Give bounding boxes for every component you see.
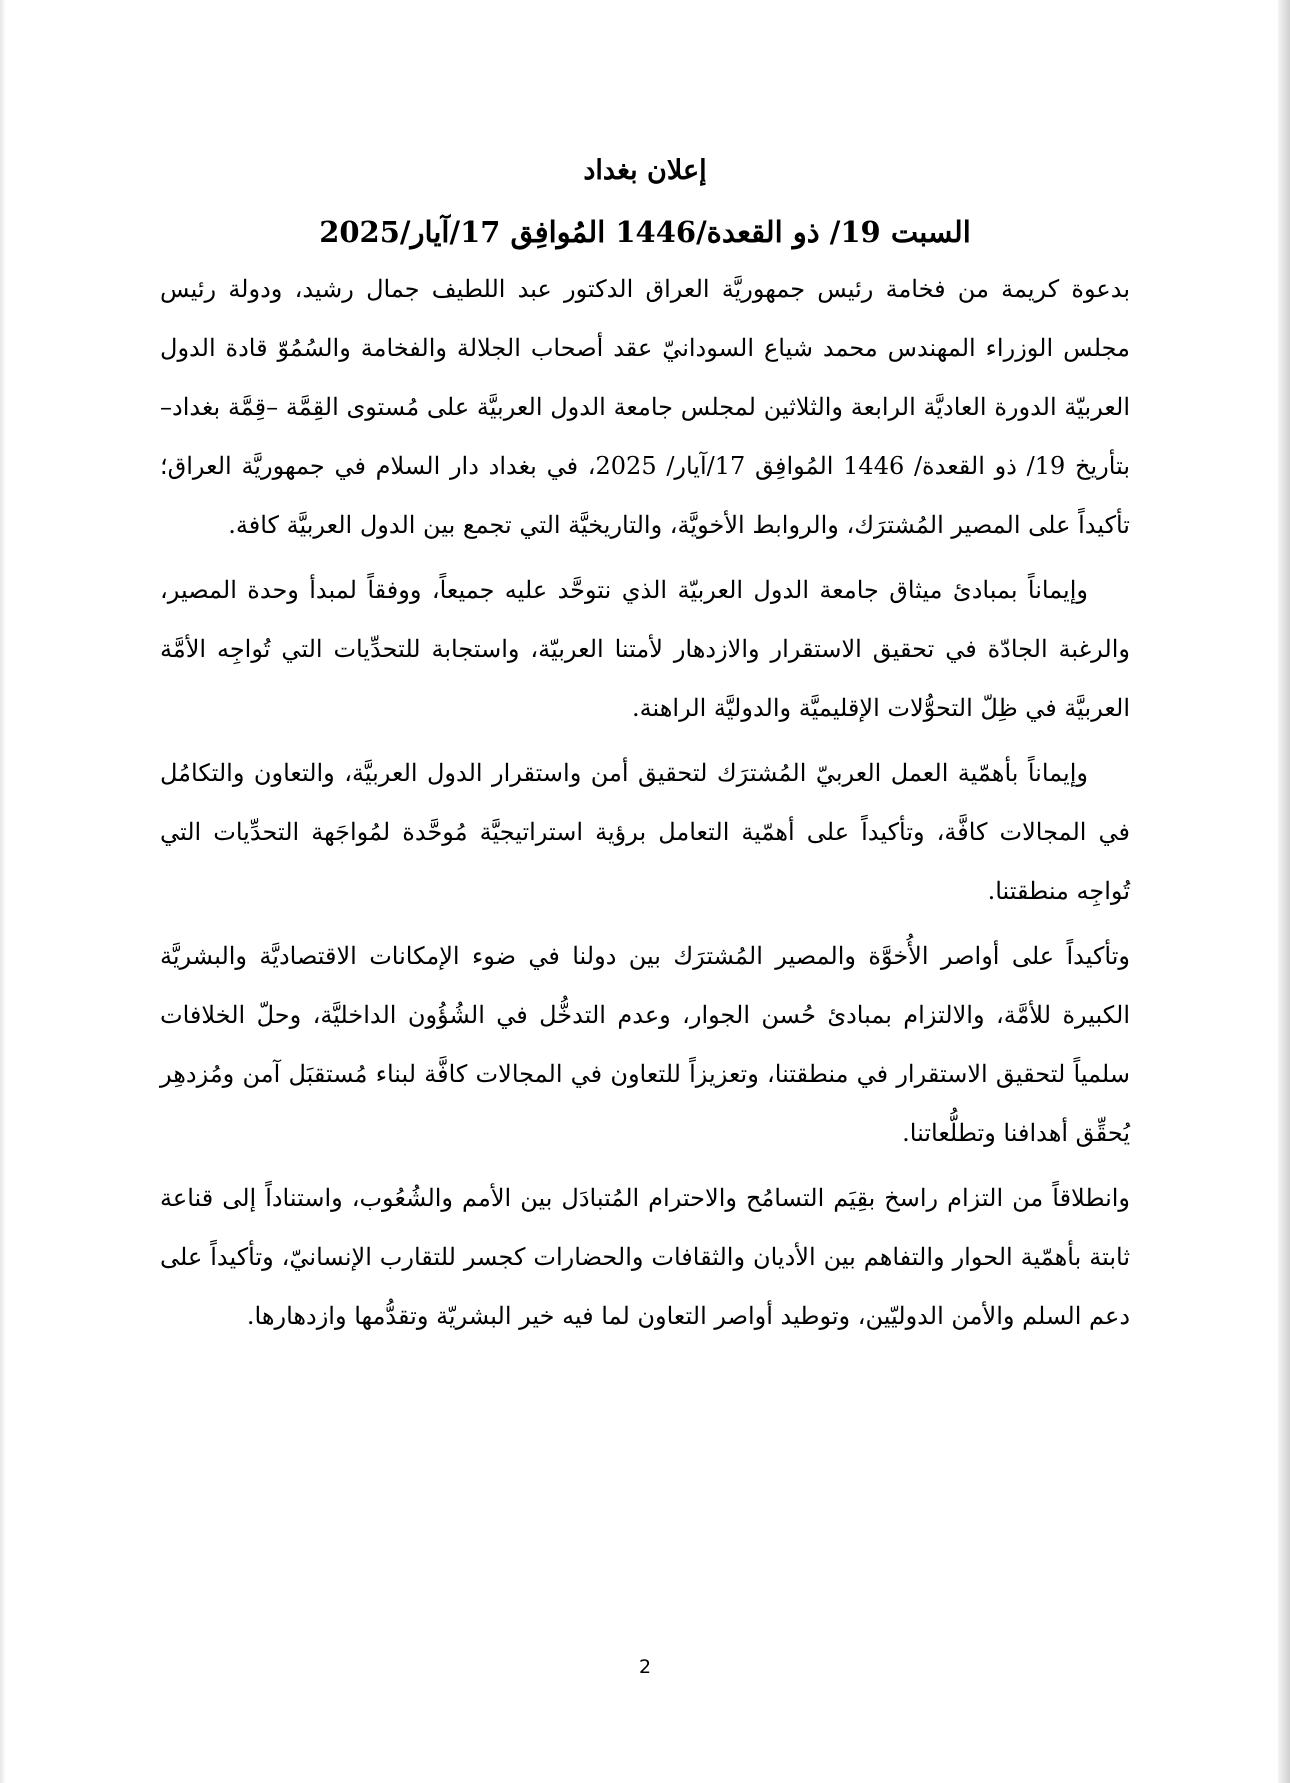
document-body [160, 150, 1130, 1352]
paragraph-tolerance: وانطلاقاً من التزام راسخ بقِيَم التسامُح والاحترام المُتبادَل بين الأمم والشُعُوب، واستناداً إلى قناعة ثابتة بأهمّية الحوار والتفاهم بين الأديان والثقافات والحضارات كجسر للتقارب الإنسانيّ، وتأكيداً على دعم السلم والأمن الدوليّين، وتوطيد أواصر التعاون لما فيه خير البشريّة وتقدُّمها وازدهارها. [160, 1184, 1131, 1330]
paragraph-charter: وإيماناً بمبادئ ميثاق جامعة الدول العربيّة الذي نتوحَّد عليه جميعاً، ووفقاً لمبدأ وحدة المصير، والرغبة الجادّة في تحقيق الاستقرار والازدهار لأمتنا العربيّة، واستجابة للتحدِّيات التي تُواجِه الأمَّة العربيَّة في ظِلّ التحوُّلات الإقليميَّة والدوليَّة الراهنة. [160, 576, 1130, 722]
document-date-line: السبت 19/ ذو القعدة/1446 المُوافِق 17/آيار/2025 [319, 215, 971, 249]
document-title: إعلان بغداد [583, 155, 707, 186]
paragraph-joint-action: وإيماناً بأهمّية العمل العربيّ المُشترَك لتحقيق أمن واستقرار الدول العربيَّة، والتعاون والتكامُل في المجالات كافَّة، وتأكيداً على أهمّية التعامل برؤية استراتيجيَّة مُوحَّدة لمُواجَهة التحدِّيات التي تُواجِه منطقتنا. [160, 759, 1130, 905]
page-right-edge [1278, 0, 1290, 1783]
page-left-edge [0, 0, 6, 1783]
paragraph-invitation: بدعوة كريمة من فخامة رئيس جمهوريَّة العراق الدكتور عبد اللطيف جمال رشيد، ودولة رئيس مجلس الوزراء المهندس محمد شياع السودانيّ عقد أصحاب الجلالة والفخامة والسُمُوّ قادة الدول العربيّة الدورة العاديَّة الرابعة والثلاثين لمجلس جامعة الدول العربيَّة على مُستوى القِمَّة –قِمَّة بغداد– بتأريخ 19/ ذو القعدة/ 1446 المُوافِق 17/آيار/ 2025، في بغداد دار السلام في جمهوريَّة العراق؛ تأكيداً على المصير المُشترَك، والروابط الأخويَّة، والتاريخيَّة التي تجمع بين الدول العربيَّة كافة. [160, 275, 1130, 539]
paragraph-brotherhood: وتأكيداً على أواصر الأُخوَّة والمصير المُشترَك بين دولنا في ضوء الإمكانات الاقتصاديَّة والبشريَّة الكبيرة للأمَّة، والالتزام بمبادئ حُسن الجوار، وعدم التدخُّل في الشُؤُون الداخليَّة، وحلّ الخلافات سلمياً لتحقيق الاستقرار في منطقتنا، وتعزيزاً للتعاون في المجالات كافَّة لبناء مُستقبَل آمن ومُزدهِر يُحقِّق أهدافنا وتطلُّعاتنا. [160, 942, 1130, 1147]
page-number: 2 [638, 1656, 652, 1678]
